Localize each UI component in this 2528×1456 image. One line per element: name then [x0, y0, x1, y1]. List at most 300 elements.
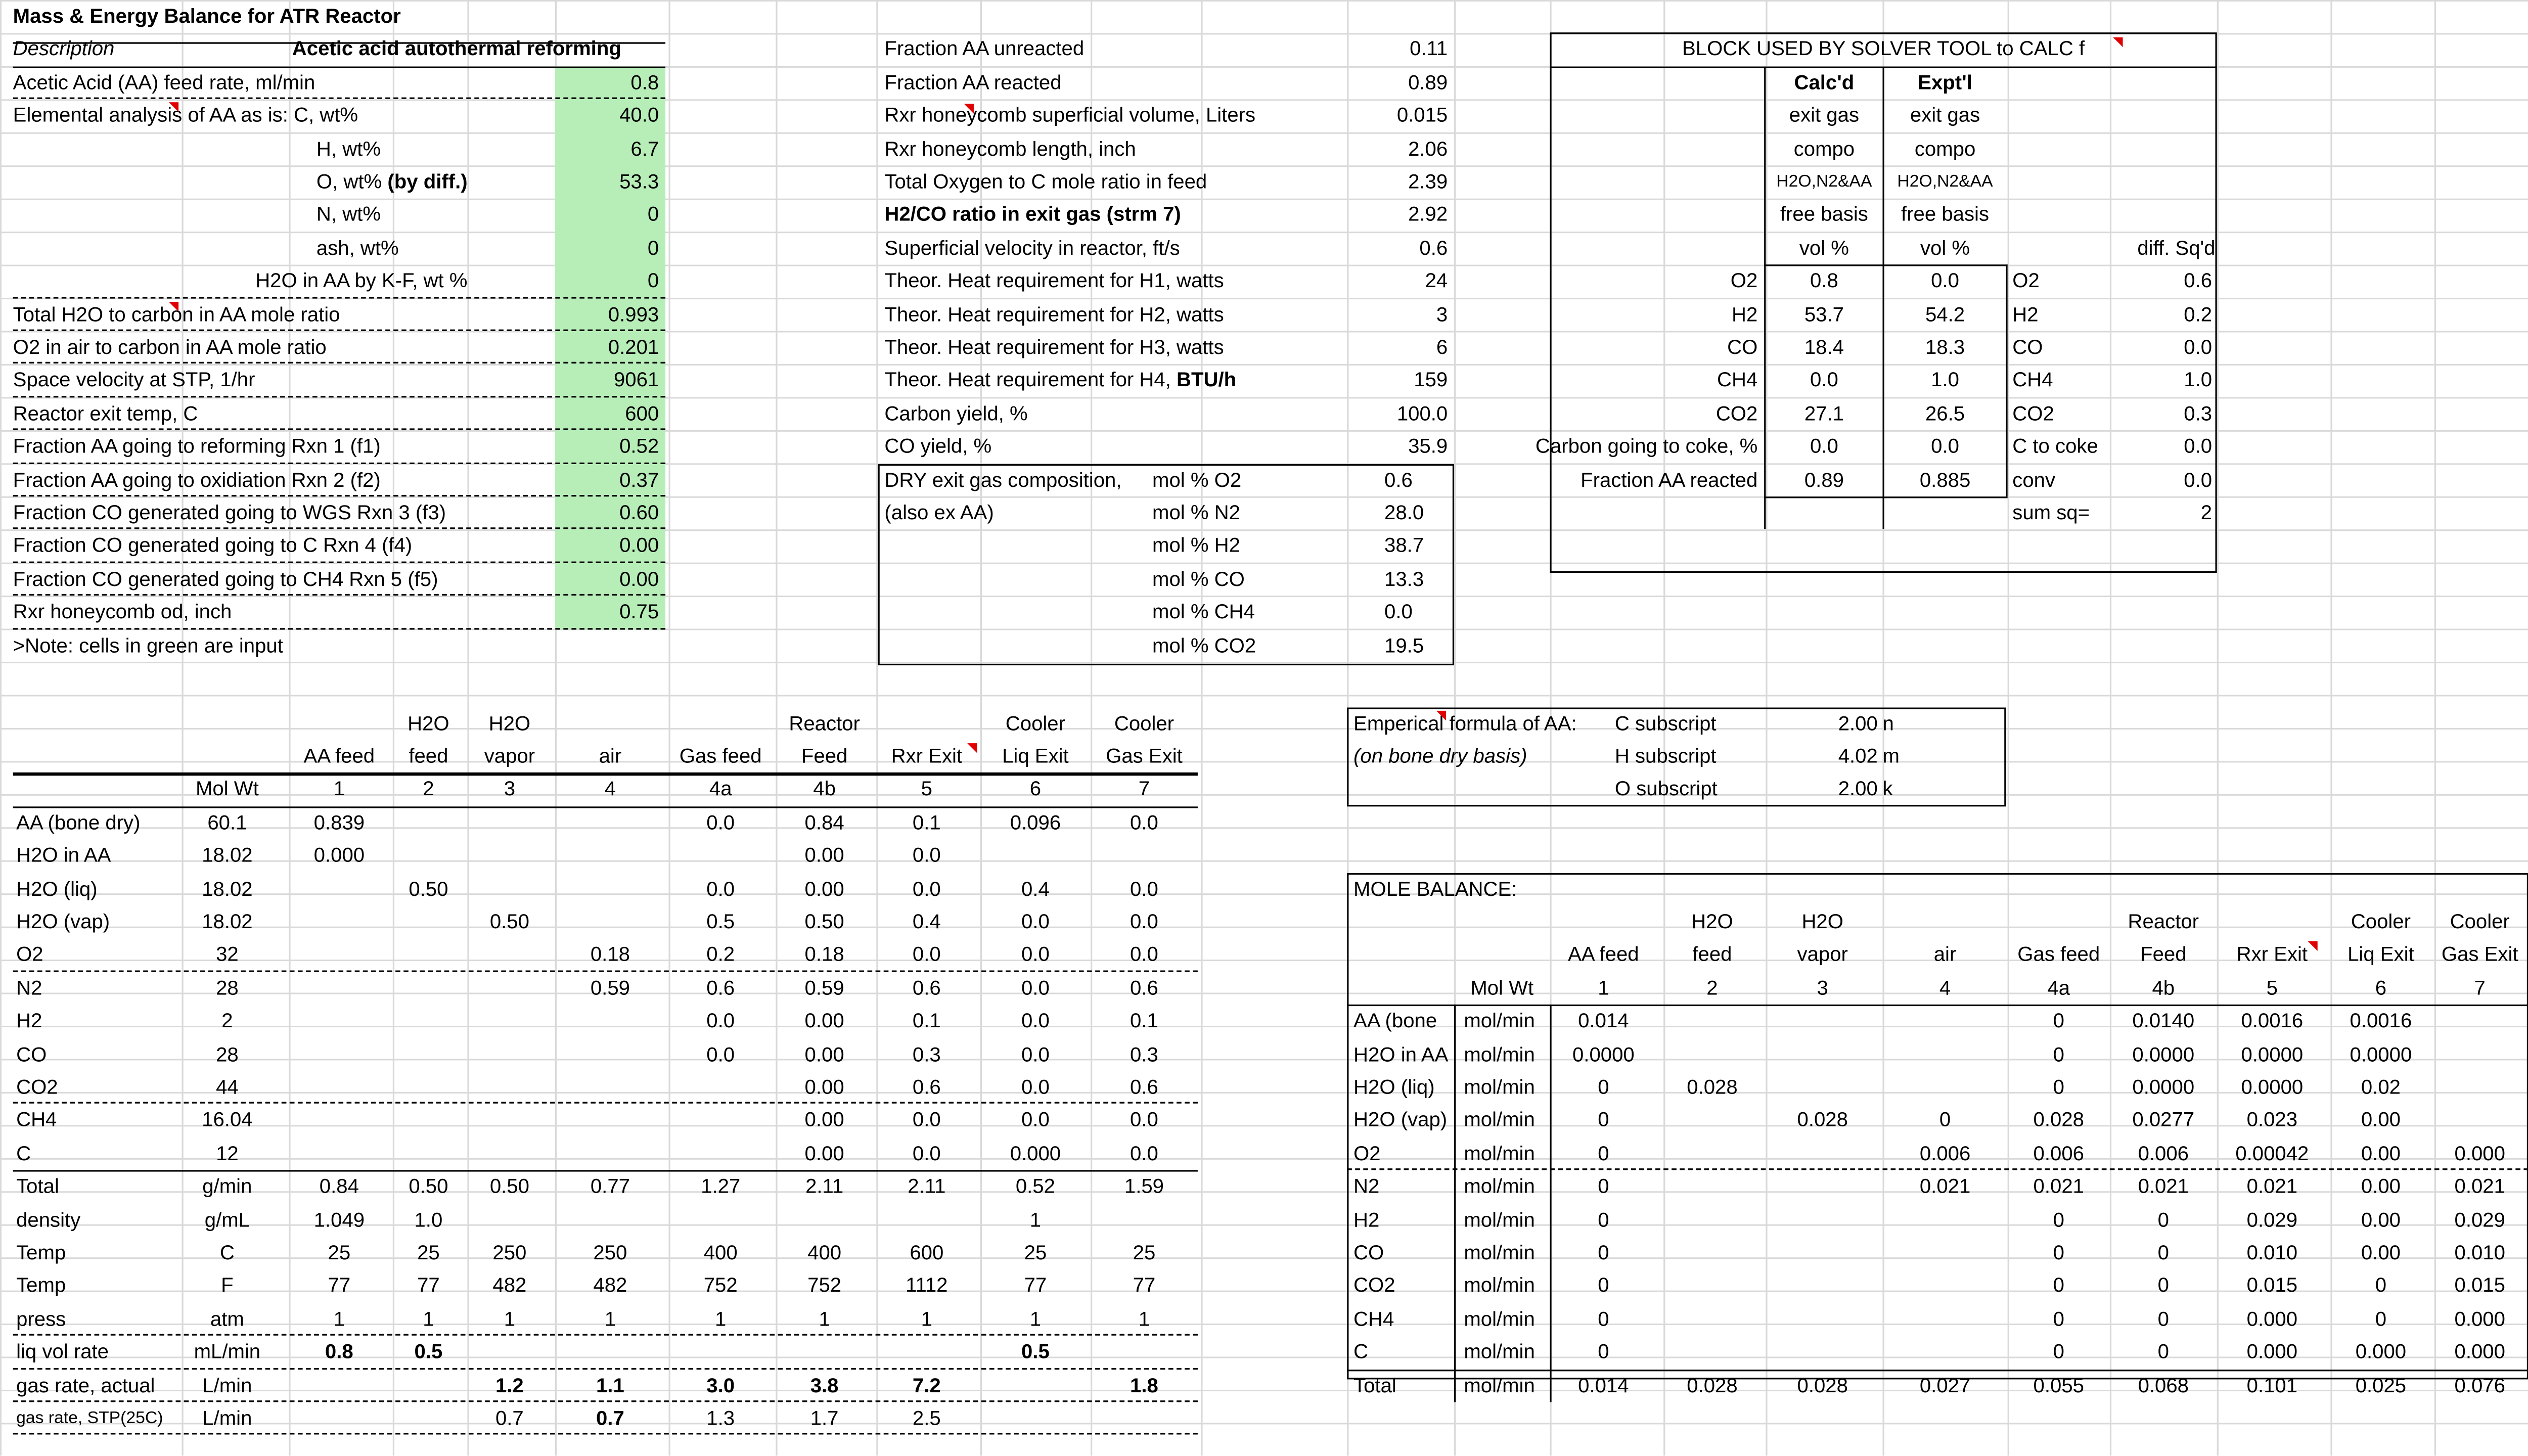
mass-header[interactable]: Cooler — [1005, 711, 1065, 735]
mole-stream-number[interactable]: 7 — [2474, 976, 2486, 999]
input-label[interactable] — [317, 132, 381, 165]
mole-cell[interactable]: 0.00 — [2361, 1175, 2401, 1198]
mass-cell[interactable]: 400 — [807, 1241, 842, 1264]
mass-row-label[interactable]: CH4 — [16, 1109, 57, 1132]
subscript-label[interactable]: O subscript — [1614, 778, 1718, 801]
mass-cell[interactable]: 0.50 — [409, 877, 448, 900]
mass-header[interactable]: Rxr Exit — [891, 745, 963, 768]
mole-cell[interactable]: 0.028 — [1797, 1109, 1848, 1132]
mass-cell[interactable]: 0.0 — [706, 1042, 735, 1066]
mole-cell[interactable]: 0.006 — [2138, 1142, 2189, 1165]
mass-header[interactable]: Gas feed — [679, 745, 762, 768]
mole-cell[interactable]: 0.0000 — [2241, 1042, 2304, 1066]
mass-cell[interactable]: 0.0 — [1021, 1009, 1050, 1032]
mass-row-label[interactable]: CO — [16, 1042, 47, 1066]
mole-balance-title[interactable]: MOLE BALANCE: — [1353, 877, 1517, 900]
solver-diff-value[interactable]: 0.6 — [2184, 269, 2213, 293]
mole-row-label[interactable]: O2 — [1353, 1142, 1381, 1165]
dry-gas-row-value[interactable]: 13.3 — [1384, 567, 1424, 590]
mole-header[interactable]: Gas Exit — [2441, 943, 2518, 966]
mole-cell[interactable]: 0.028 — [1687, 1374, 1738, 1397]
result-label[interactable] — [884, 397, 1027, 430]
mass-cell[interactable]: 0.5 — [414, 1340, 443, 1363]
mass-cell[interactable]: g/mL — [204, 1208, 250, 1231]
mass-header[interactable]: Liq Exit — [1002, 745, 1069, 768]
mole-stream-number[interactable]: 2 — [1706, 976, 1718, 999]
input-value[interactable]: 40.0 — [619, 104, 659, 127]
mass-cell[interactable]: 77 — [1133, 1274, 1156, 1297]
mass-cell[interactable]: 0.00 — [804, 877, 844, 900]
mass-cell[interactable]: 0.18 — [590, 943, 630, 966]
calc-header[interactable]: vol % — [1799, 236, 1849, 259]
input-label[interactable] — [13, 364, 255, 396]
mass-cell[interactable]: 0.0 — [912, 1109, 941, 1132]
mass-cell[interactable]: 0.096 — [1010, 811, 1061, 834]
mass-cell[interactable]: 0.84 — [804, 811, 844, 834]
solver-row-label[interactable]: Fraction AA reacted — [1581, 468, 1758, 491]
input-value[interactable]: 0.52 — [619, 435, 659, 458]
mass-cell[interactable]: 32 — [216, 943, 239, 966]
mole-cell[interactable]: 0.028 — [1687, 1075, 1738, 1099]
mass-stream-number[interactable]: 4 — [604, 778, 616, 801]
mole-header[interactable]: Cooler — [2351, 910, 2411, 933]
mass-cell[interactable]: 0.1 — [912, 811, 941, 834]
mole-unit[interactable]: mol/min — [1464, 1241, 1535, 1264]
input-label[interactable] — [317, 232, 399, 264]
mass-cell[interactable]: 0.50 — [489, 910, 529, 933]
mole-cell[interactable]: 0.0000 — [2132, 1042, 2195, 1066]
result-value[interactable]: 2.06 — [1408, 137, 1448, 160]
mole-stream-number[interactable]: 1 — [1598, 976, 1609, 999]
mass-row-label[interactable]: H2O (vap) — [16, 910, 110, 933]
mole-cell[interactable]: 0.0277 — [2132, 1109, 2195, 1132]
mass-cell[interactable]: 1 — [1029, 1208, 1042, 1231]
mass-row-label[interactable]: liq vol rate — [16, 1340, 109, 1363]
solver-expt-value[interactable]: 0.0 — [1931, 269, 1959, 293]
solver-calc-value[interactable]: 0.0 — [1810, 369, 1838, 392]
mass-cell[interactable]: g/min — [202, 1175, 252, 1198]
solver-row-label[interactable]: CO — [1727, 336, 1758, 359]
solver-calc-value[interactable]: 18.4 — [1804, 336, 1844, 359]
input-label[interactable] — [13, 397, 198, 430]
input-label[interactable] — [13, 265, 468, 297]
mass-cell[interactable]: 0.0 — [912, 877, 941, 900]
mole-stream-number[interactable]: 4a — [2047, 976, 2070, 999]
mass-cell[interactable]: 0.0 — [706, 877, 735, 900]
mass-row-label[interactable]: O2 — [16, 943, 43, 966]
mass-stream-number[interactable]: 5 — [921, 778, 932, 801]
mass-cell[interactable]: 0.4 — [912, 910, 941, 933]
mass-cell[interactable]: 0.3 — [1130, 1042, 1158, 1066]
mass-cell[interactable]: 0.00 — [804, 1009, 844, 1032]
mass-header[interactable]: Cooler — [1114, 711, 1175, 735]
mass-cell[interactable]: 0.6 — [706, 976, 735, 999]
input-label[interactable] — [13, 331, 327, 363]
mass-cell[interactable]: 0.839 — [313, 811, 365, 834]
mole-unit[interactable]: mol/min — [1464, 1075, 1535, 1099]
mole-cell[interactable]: 0.000 — [2355, 1340, 2407, 1363]
mole-cell[interactable]: 0.015 — [2246, 1274, 2298, 1297]
expt-header[interactable]: H2O,N2&AA — [1897, 172, 1993, 192]
mass-cell[interactable]: 18.02 — [202, 877, 253, 900]
input-value[interactable]: 600 — [625, 402, 659, 425]
subscript-value[interactable]: 2.00 — [1838, 778, 1878, 801]
mass-cell[interactable]: 25 — [328, 1241, 351, 1264]
mole-header[interactable]: H2O — [1801, 910, 1843, 933]
solver-expt-value[interactable]: 1.0 — [1931, 369, 1959, 392]
mass-cell[interactable]: 0.0 — [912, 844, 941, 867]
mass-cell[interactable]: 25 — [1024, 1241, 1047, 1264]
mass-cell[interactable]: 0.0 — [1021, 943, 1050, 966]
input-label[interactable] — [13, 430, 381, 463]
mass-header[interactable]: H2O — [488, 711, 531, 735]
mass-row-label[interactable]: gas rate, actual — [16, 1374, 155, 1397]
mass-cell[interactable]: 1 — [604, 1307, 616, 1331]
mole-cell[interactable]: 0.000 — [2246, 1340, 2298, 1363]
mass-row-label[interactable]: N2 — [16, 976, 42, 999]
mole-cell[interactable]: 0.010 — [2454, 1241, 2505, 1264]
mass-row-label[interactable]: Temp — [16, 1274, 66, 1297]
mass-cell[interactable]: 0.6 — [912, 1075, 941, 1099]
mass-cell[interactable]: 1 — [423, 1307, 434, 1331]
mole-cell[interactable]: 0.006 — [2033, 1142, 2084, 1165]
mole-cell[interactable]: 0.00042 — [2235, 1142, 2309, 1165]
mass-cell[interactable]: 0.0 — [1130, 877, 1158, 900]
mass-cell[interactable]: 0.0 — [1021, 1075, 1050, 1099]
mole-cell[interactable]: 0.021 — [1919, 1175, 1971, 1198]
solver-diff-value[interactable]: 1.0 — [2184, 369, 2213, 392]
mass-cell[interactable]: 0.0 — [1021, 910, 1050, 933]
mole-header[interactable]: Rxr Exit — [2236, 943, 2308, 966]
mole-cell[interactable]: 0.02 — [2361, 1075, 2401, 1099]
dry-gas-row-value[interactable]: 19.5 — [1384, 633, 1424, 657]
mole-cell[interactable]: 0.0000 — [1572, 1042, 1635, 1066]
expt-header[interactable]: vol % — [1920, 236, 1970, 259]
input-value[interactable]: 9061 — [613, 369, 659, 392]
mass-stream-number[interactable]: Mol Wt — [195, 778, 259, 801]
mass-cell[interactable]: 0.0 — [1021, 976, 1050, 999]
expt-header[interactable]: exit gas — [1910, 104, 1980, 127]
mole-cell[interactable]: 0 — [1598, 1241, 1609, 1264]
mole-cell[interactable]: 0 — [2053, 1009, 2064, 1032]
result-label[interactable] — [884, 165, 1207, 198]
solver-calc-value[interactable]: 27.1 — [1804, 402, 1844, 425]
dry-gas-row-value[interactable]: 0.0 — [1384, 601, 1413, 624]
mole-cell[interactable]: 0.000 — [2454, 1142, 2505, 1165]
mass-cell[interactable]: 0.00 — [804, 1142, 844, 1165]
mass-row-label[interactable]: Total — [16, 1175, 59, 1198]
input-value[interactable]: 0.8 — [630, 71, 659, 94]
mole-cell[interactable]: 0.101 — [2246, 1374, 2298, 1397]
mole-cell[interactable]: 0.068 — [2138, 1374, 2189, 1397]
input-value[interactable]: 0.37 — [619, 468, 659, 491]
expt-header[interactable]: Expt'l — [1918, 71, 1972, 94]
mass-cell[interactable]: 28 — [216, 976, 239, 999]
mass-cell[interactable]: 1 — [1138, 1307, 1150, 1331]
mole-cell[interactable]: 0.025 — [2355, 1374, 2407, 1397]
input-value[interactable]: 0.993 — [608, 302, 659, 326]
mass-cell[interactable]: 1.59 — [1124, 1175, 1164, 1198]
mass-stream-number[interactable]: 3 — [504, 778, 516, 801]
mass-cell[interactable]: 0.00 — [804, 1109, 844, 1132]
mole-cell[interactable]: 0.006 — [1919, 1142, 1971, 1165]
mass-header[interactable]: Reactor — [789, 711, 860, 735]
mass-cell[interactable]: 482 — [492, 1274, 527, 1297]
dry-gas-row-label[interactable]: mol % H2 — [1152, 534, 1240, 558]
mass-cell[interactable]: 18.02 — [202, 844, 253, 867]
input-value[interactable]: 0.201 — [608, 336, 659, 359]
dry-gas-row-value[interactable]: 28.0 — [1384, 501, 1424, 524]
dry-gas-label[interactable]: DRY exit gas composition, — [884, 468, 1122, 491]
dry-gas-sublabel[interactable]: (also ex AA) — [884, 501, 994, 524]
mass-cell[interactable]: 25 — [417, 1241, 440, 1264]
mass-cell[interactable]: 1.1 — [596, 1374, 624, 1397]
mole-row-label[interactable]: CO — [1353, 1241, 1384, 1264]
mass-cell[interactable]: 28 — [216, 1042, 239, 1066]
mole-cell[interactable]: 0.0000 — [2350, 1042, 2412, 1066]
mole-header[interactable]: Cooler — [2450, 910, 2510, 933]
solver-calc-value[interactable]: 0.8 — [1810, 269, 1838, 293]
mole-header[interactable]: Reactor — [2128, 910, 2199, 933]
mole-cell[interactable]: 0.028 — [1797, 1374, 1848, 1397]
mole-cell[interactable]: 0.015 — [2454, 1274, 2505, 1297]
mass-cell[interactable]: 1.7 — [810, 1406, 839, 1430]
input-value[interactable]: 0.75 — [619, 601, 659, 624]
solver-expt-value[interactable]: 18.3 — [1925, 336, 1965, 359]
mole-cell[interactable]: 0.000 — [2454, 1307, 2505, 1331]
mass-row-label[interactable]: gas rate, STP(25C) — [16, 1408, 163, 1428]
solver-expt-value[interactable]: 0.0 — [1931, 435, 1959, 458]
mass-cell[interactable]: 1 — [715, 1307, 727, 1331]
mass-stream-number[interactable]: 4b — [813, 778, 836, 801]
mass-cell[interactable]: 0.52 — [1015, 1175, 1055, 1198]
mole-row-label[interactable]: H2O (liq) — [1353, 1075, 1435, 1099]
solver-row-label[interactable]: CO2 — [1716, 402, 1758, 425]
result-value[interactable]: 6 — [1436, 336, 1448, 359]
input-value[interactable]: 0.00 — [619, 534, 659, 558]
result-value[interactable]: 2.92 — [1408, 203, 1448, 226]
result-value[interactable]: 159 — [1414, 369, 1448, 392]
mole-cell[interactable]: 0 — [2053, 1241, 2064, 1264]
mole-cell[interactable]: 0.0016 — [2241, 1009, 2304, 1032]
mass-row-label[interactable]: C — [16, 1142, 31, 1165]
mass-cell[interactable]: 1.049 — [313, 1208, 365, 1231]
empirical-sublabel[interactable]: (on bone dry basis) — [1353, 745, 1527, 768]
mass-cell[interactable]: 7.2 — [912, 1374, 941, 1397]
input-label[interactable] — [13, 99, 358, 131]
input-label[interactable] — [317, 199, 381, 231]
solver-row-name[interactable]: conv — [2012, 468, 2056, 491]
mass-cell[interactable]: 1 — [1029, 1307, 1042, 1331]
solver-diff-value[interactable]: 0.0 — [2184, 468, 2213, 491]
mass-cell[interactable]: 0.0 — [1021, 1109, 1050, 1132]
mass-cell[interactable]: 1112 — [906, 1274, 948, 1297]
mass-cell[interactable]: 1.8 — [1130, 1374, 1158, 1397]
mass-cell[interactable]: 2.11 — [805, 1175, 844, 1198]
mole-cell[interactable]: 0 — [2157, 1274, 2169, 1297]
mass-row-label[interactable]: density — [16, 1208, 81, 1231]
mass-cell[interactable]: 752 — [703, 1274, 738, 1297]
mass-stream-number[interactable]: 1 — [333, 778, 345, 801]
mole-cell[interactable]: 0.00 — [2361, 1208, 2401, 1231]
mole-cell[interactable]: 0.027 — [1919, 1374, 1971, 1397]
solver-calc-value[interactable]: 53.7 — [1804, 302, 1844, 326]
calc-header[interactable]: H2O,N2&AA — [1776, 172, 1872, 192]
mass-row-label[interactable]: press — [16, 1307, 66, 1331]
mole-cell[interactable]: 0.021 — [2138, 1175, 2189, 1198]
mole-header[interactable]: H2O — [1691, 910, 1733, 933]
dry-gas-row-label[interactable]: mol % O2 — [1152, 468, 1242, 491]
solver-calc-value[interactable]: 0.0 — [1810, 435, 1838, 458]
result-value[interactable]: 3 — [1436, 302, 1448, 326]
solver-row-name[interactable]: CO2 — [2012, 402, 2054, 425]
mass-cell[interactable]: 0.0 — [912, 1142, 941, 1165]
result-value[interactable]: 2.39 — [1408, 170, 1448, 193]
mass-header[interactable]: vapor — [484, 745, 535, 768]
mass-cell[interactable]: F — [221, 1274, 234, 1297]
mole-row-label[interactable]: C — [1353, 1340, 1369, 1363]
mole-cell[interactable]: 0.0000 — [2241, 1075, 2304, 1099]
mass-cell[interactable]: 0.0 — [706, 1009, 735, 1032]
subscript-label[interactable]: H subscript — [1614, 745, 1717, 768]
input-label[interactable] — [13, 629, 283, 661]
expt-header[interactable]: compo — [1914, 137, 1976, 160]
mole-cell[interactable]: 0 — [1598, 1075, 1609, 1099]
mole-cell[interactable]: 0.00 — [2361, 1241, 2401, 1264]
mole-header[interactable]: AA feed — [1568, 943, 1639, 966]
mass-cell[interactable]: 0.5 — [706, 910, 735, 933]
input-label[interactable] — [13, 563, 438, 595]
mass-row-label[interactable]: AA (bone dry) — [16, 811, 141, 834]
subscript-value[interactable]: 2.00 — [1838, 711, 1878, 735]
mole-row-label[interactable]: AA (bone — [1353, 1009, 1437, 1032]
solver-expt-value[interactable]: 26.5 — [1925, 402, 1965, 425]
mole-cell[interactable]: 0 — [1939, 1109, 1951, 1132]
mole-cell[interactable]: 0.076 — [2454, 1374, 2505, 1397]
solver-row-name[interactable]: H2 — [2012, 302, 2039, 326]
mass-cell[interactable]: 1 — [333, 1307, 345, 1331]
solver-row-name[interactable]: CO — [2012, 336, 2043, 359]
mole-cell[interactable]: 0 — [2053, 1340, 2064, 1363]
solver-row-name[interactable]: O2 — [2012, 269, 2040, 293]
mass-cell[interactable]: 0.0 — [1130, 1109, 1158, 1132]
mass-cell[interactable]: 0.00 — [804, 844, 844, 867]
dry-gas-row-label[interactable]: mol % N2 — [1152, 501, 1240, 524]
mass-stream-number[interactable]: 6 — [1029, 778, 1042, 801]
input-value[interactable]: 0 — [647, 236, 659, 259]
mass-header[interactable]: air — [599, 745, 622, 768]
mass-cell[interactable]: 600 — [910, 1241, 944, 1264]
mole-cell[interactable]: 0.028 — [2033, 1109, 2084, 1132]
input-label[interactable] — [13, 464, 381, 496]
input-value[interactable]: 6.7 — [630, 137, 659, 160]
mole-cell[interactable]: 0 — [2375, 1307, 2387, 1331]
mass-cell[interactable]: 0.0 — [1130, 910, 1158, 933]
mass-cell[interactable]: 400 — [703, 1241, 738, 1264]
mole-unit[interactable]: mol/min — [1464, 1340, 1535, 1363]
mass-cell[interactable]: 0.77 — [590, 1175, 630, 1198]
mass-cell[interactable]: 12 — [216, 1142, 239, 1165]
mole-row-label[interactable]: H2O in AA — [1353, 1042, 1449, 1066]
mass-cell[interactable]: 0.3 — [912, 1042, 941, 1066]
mole-cell[interactable]: 0 — [2053, 1307, 2064, 1331]
mass-cell[interactable]: L/min — [202, 1374, 252, 1397]
dry-gas-row-label[interactable]: mol % CO — [1152, 567, 1245, 590]
mole-header[interactable]: feed — [1692, 943, 1732, 966]
mass-cell[interactable]: 0.59 — [590, 976, 630, 999]
sheet-title[interactable]: Mass & Energy Balance for ATR Reactor — [13, 5, 401, 28]
mole-unit[interactable]: mol/min — [1464, 1042, 1535, 1066]
result-value[interactable]: 0.015 — [1396, 104, 1448, 127]
result-label[interactable] — [884, 331, 1224, 363]
mole-cell[interactable]: 0 — [2053, 1208, 2064, 1231]
mass-cell[interactable]: 0.00 — [804, 1042, 844, 1066]
mass-header[interactable]: Feed — [801, 745, 848, 768]
mole-unit[interactable]: mol/min — [1464, 1307, 1535, 1331]
mass-cell[interactable]: 0.18 — [804, 943, 844, 966]
mass-cell[interactable]: 0.2 — [706, 943, 735, 966]
mole-unit[interactable]: mol/min — [1464, 1374, 1535, 1397]
mass-cell[interactable]: 0.000 — [1010, 1142, 1061, 1165]
mass-cell[interactable]: 1.27 — [701, 1175, 741, 1198]
mass-cell[interactable]: 0.6 — [1130, 976, 1158, 999]
mole-cell[interactable]: 0.0140 — [2132, 1009, 2195, 1032]
mass-cell[interactable]: 0.5 — [1021, 1340, 1050, 1363]
mass-cell[interactable]: 77 — [417, 1274, 440, 1297]
mass-header[interactable]: AA feed — [303, 745, 375, 768]
mass-cell[interactable]: 0.59 — [804, 976, 844, 999]
mass-cell[interactable]: 0.1 — [912, 1009, 941, 1032]
mole-row-label[interactable]: H2 — [1353, 1208, 1380, 1231]
mole-header[interactable]: air — [1933, 943, 1957, 966]
mole-unit[interactable]: mol/min — [1464, 1142, 1535, 1165]
solver-title[interactable]: BLOCK USED BY SOLVER TOOL to CALC f — [1682, 38, 2085, 61]
subscript-symbol[interactable]: n — [1882, 711, 1894, 735]
mass-cell[interactable]: 1 — [504, 1307, 516, 1331]
mole-cell[interactable]: 0 — [2053, 1042, 2064, 1066]
mass-cell[interactable]: 0.4 — [1021, 877, 1050, 900]
mole-cell[interactable]: 0 — [2375, 1274, 2387, 1297]
mole-cell[interactable]: 0 — [1598, 1274, 1609, 1297]
mass-row-label[interactable]: H2O (liq) — [16, 877, 98, 900]
input-value[interactable]: 0 — [647, 269, 659, 293]
mass-cell[interactable]: 0.7 — [495, 1406, 524, 1430]
mole-cell[interactable]: 0 — [1598, 1340, 1609, 1363]
mole-cell[interactable]: 0 — [1598, 1109, 1609, 1132]
mass-cell[interactable]: 60.1 — [207, 811, 247, 834]
mole-cell[interactable]: 0.021 — [2246, 1175, 2298, 1198]
mole-row-label[interactable]: CO2 — [1353, 1274, 1395, 1297]
input-value[interactable]: 0.60 — [619, 501, 659, 524]
mass-cell[interactable]: 752 — [807, 1274, 842, 1297]
mole-stream-number[interactable]: 5 — [2266, 976, 2278, 999]
mole-stream-number[interactable]: Mol Wt — [1470, 976, 1534, 999]
expt-header[interactable]: free basis — [1901, 203, 1990, 226]
mole-row-label[interactable]: N2 — [1353, 1175, 1380, 1198]
mass-header[interactable]: Gas Exit — [1106, 745, 1183, 768]
mole-cell[interactable]: 0.021 — [2033, 1175, 2084, 1198]
input-value[interactable]: 0 — [647, 203, 659, 226]
result-label[interactable] — [884, 33, 1084, 65]
mass-cell[interactable]: 0.0 — [706, 811, 735, 834]
mass-stream-number[interactable]: 2 — [423, 778, 434, 801]
input-value[interactable]: 53.3 — [619, 170, 659, 193]
dry-gas-row-value[interactable]: 38.7 — [1384, 534, 1424, 558]
mass-header[interactable]: feed — [409, 745, 448, 768]
mole-unit[interactable]: mol/min — [1464, 1175, 1535, 1198]
mole-stream-number[interactable]: 4 — [1939, 976, 1951, 999]
calc-header[interactable]: Calc'd — [1794, 71, 1855, 94]
